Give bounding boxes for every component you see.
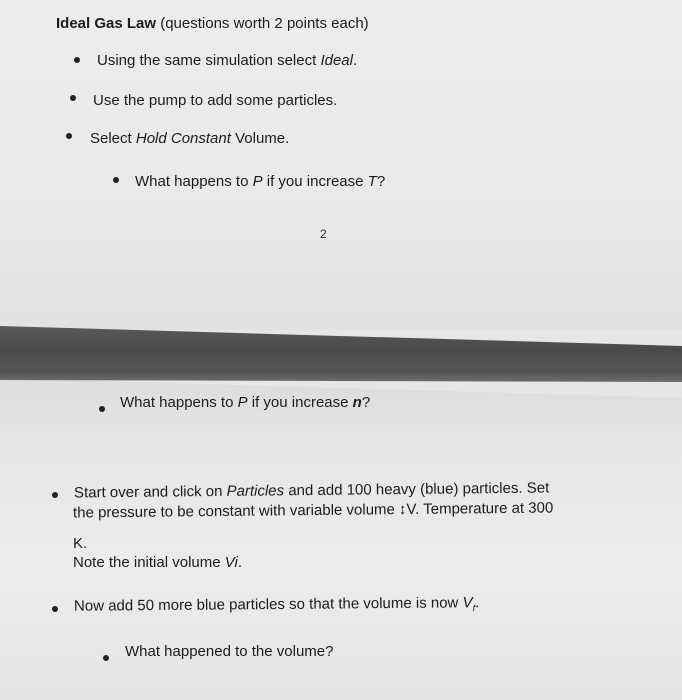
question-2-mid: if you increase xyxy=(247,394,353,411)
bullet xyxy=(113,177,119,183)
variable-v: V xyxy=(462,594,473,612)
section-title xyxy=(56,15,369,32)
step-4-text-end: and add 100 heavy (blue) particles. Set xyxy=(284,479,550,500)
bullet xyxy=(52,606,58,612)
question-1 xyxy=(135,173,385,190)
bullet xyxy=(66,133,72,139)
step-3-text: Select xyxy=(90,130,136,147)
step-1-text: Using the same simulation select xyxy=(97,52,321,69)
question-2-end: ? xyxy=(361,394,371,411)
variable-t: T xyxy=(367,173,377,190)
question-1-text: What happens to xyxy=(135,173,253,190)
bullet xyxy=(70,95,76,101)
variable-p: P xyxy=(252,173,263,190)
section-title-bold: Ideal Gas Law xyxy=(56,15,157,32)
variable-subscript-f: f xyxy=(472,603,476,614)
page-top xyxy=(0,0,682,330)
step-3-end: Volume. xyxy=(230,130,290,147)
question-1-mid: if you increase xyxy=(262,173,368,190)
step-4-line-3: K. xyxy=(73,535,88,552)
step-4-line-2: the pressure to be constant with variable volume ↕V. Temperature at 300 xyxy=(72,499,554,522)
step-5-end: . xyxy=(474,594,480,612)
variable-n: n xyxy=(352,394,362,411)
question-2 xyxy=(120,394,370,411)
particles-emphasis: Particles xyxy=(226,482,285,500)
step-4-text: Start over and click on xyxy=(73,482,227,502)
step-1-emphasis: Ideal xyxy=(320,52,353,69)
page-number: 2 xyxy=(320,227,327,241)
step-5-text: Now add 50 more blue particles so that the volume is now xyxy=(73,594,463,615)
bullet xyxy=(103,655,109,661)
step-1-end: . xyxy=(352,52,358,69)
bullet xyxy=(74,57,80,63)
question-3: What happened to the volume? xyxy=(125,643,334,660)
section-title-rest: (questions worth 2 points each) xyxy=(156,15,369,32)
step-3 xyxy=(90,130,289,147)
variable-vi: Vi xyxy=(224,554,238,571)
variable-p: P xyxy=(237,394,248,411)
step-5 xyxy=(74,594,479,617)
note-end: . xyxy=(237,554,242,571)
step-1 xyxy=(97,52,357,69)
question-2-text: What happens to xyxy=(120,394,238,411)
step-4-line-4 xyxy=(73,554,242,571)
note-text: Note the initial volume xyxy=(73,554,225,571)
bullet xyxy=(99,406,105,412)
step-2: Use the pump to add some particles. xyxy=(93,92,338,109)
step-3-emphasis: Hold Constant xyxy=(135,130,231,147)
bullet xyxy=(52,492,58,498)
question-1-end: ? xyxy=(376,173,386,190)
page-bottom xyxy=(0,378,682,700)
